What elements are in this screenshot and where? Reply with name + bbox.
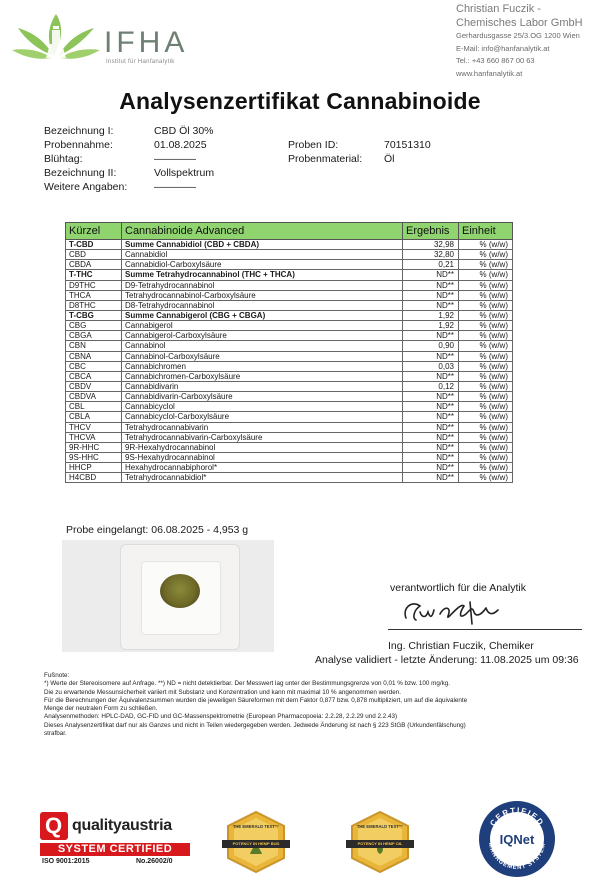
cell-name: Tetrahydrocannabivarin — [122, 422, 403, 432]
cell-einheit: % (w/w) — [459, 432, 513, 442]
quality-austria-logo — [40, 812, 190, 868]
sample-cup-inner — [141, 561, 221, 635]
table-row — [66, 240, 513, 250]
cell-einheit: % (w/w) — [459, 351, 513, 361]
signature-line — [388, 629, 582, 630]
cell-name: Summe Cannabigerol (CBG + CBGA) — [122, 310, 403, 320]
cell-ergebnis: ND** — [403, 331, 459, 341]
cell-kuerzel: THCVA — [66, 432, 122, 442]
cell-ergebnis: ND** — [403, 280, 459, 290]
bezeichnung-value: CBD Öl 30% — [154, 125, 214, 137]
table-row — [66, 270, 513, 280]
cell-einheit: % (w/w) — [459, 402, 513, 412]
badge-ribbon: POTENCY IN HEMP OIL — [346, 840, 414, 848]
footnote-line: *) Werte der Stereoisomere auf Anfrage. **) ND = nicht detektierbar. Der Messwert lag unter der Bestimmungsgrenze von 0,01 % bzw. 100 mg/kg. — [44, 680, 451, 688]
cell-ergebnis: 1,92 — [403, 321, 459, 331]
cell-name: Cannabicyclol — [122, 402, 403, 412]
cell-kuerzel: CBDVA — [66, 392, 122, 402]
cell-kuerzel: CBN — [66, 341, 122, 351]
table-row — [66, 463, 513, 473]
table-body — [66, 240, 513, 483]
footnote-line: strafbar. — [44, 730, 67, 738]
cell-name: Summe Cannabidiol (CBD + CBDA) — [122, 240, 403, 250]
cell-kuerzel: D8THC — [66, 300, 122, 310]
cell-kuerzel: CBGA — [66, 331, 122, 341]
cell-name: Tetrahydrocannabivarin-Carboxylsäure — [122, 432, 403, 442]
proben-id-label: Proben ID: — [288, 139, 339, 151]
cell-kuerzel: CBDA — [66, 260, 122, 270]
table-row — [66, 310, 513, 320]
cannabinoid-table — [65, 222, 513, 483]
cell-einheit: % (w/w) — [459, 280, 513, 290]
svg-text:CERTIFIED: CERTIFIED — [488, 805, 546, 828]
quality-austria-name: qualityaustria — [72, 817, 172, 834]
col-header-ergebnis: Ergebnis — [403, 223, 459, 240]
cell-kuerzel: H4CBD — [66, 473, 122, 483]
logo-wordmark: IFHA — [104, 26, 189, 59]
cell-kuerzel: T-CBD — [66, 240, 122, 250]
cell-einheit: % (w/w) — [459, 463, 513, 473]
page-title: Analysenzertifikat Cannabinoide — [119, 88, 481, 114]
cell-name: Cannabichromen-Carboxylsäure — [122, 371, 403, 381]
cell-name: D8-Tetrahydrocannabinol — [122, 300, 403, 310]
cell-kuerzel: 9R-HHC — [66, 442, 122, 452]
cell-kuerzel: THCA — [66, 290, 122, 300]
lab-contact — [456, 2, 600, 80]
weitere-value: ———— — [154, 181, 196, 193]
signature — [400, 596, 510, 633]
probenmaterial-value: Öl — [384, 153, 395, 165]
cell-ergebnis: ND** — [403, 402, 459, 412]
cell-einheit: % (w/w) — [459, 250, 513, 260]
cell-name: Tetrahydrocannabidiol* — [122, 473, 403, 483]
cell-ergebnis: ND** — [403, 270, 459, 280]
table-row — [66, 432, 513, 442]
table-row — [66, 392, 513, 402]
cell-ergebnis: ND** — [403, 452, 459, 462]
cell-einheit: % (w/w) — [459, 422, 513, 432]
cell-ergebnis: 0,21 — [403, 260, 459, 270]
probennahme-value: 01.08.2025 — [154, 139, 207, 151]
cell-kuerzel: CBNA — [66, 351, 122, 361]
validation-note: Analyse validiert - letzte Änderung: 11.08.2025 um 09:36 — [315, 654, 579, 666]
cell-ergebnis: 0,12 — [403, 381, 459, 391]
cell-kuerzel: CBDV — [66, 381, 122, 391]
responsible-label: verantwortlich für die Analytik — [390, 582, 526, 594]
cell-ergebnis: 0,03 — [403, 361, 459, 371]
cell-kuerzel: T-CBG — [66, 310, 122, 320]
badge-title: THE EMERALD TEST™ — [356, 824, 404, 829]
cell-ergebnis: ND** — [403, 371, 459, 381]
cell-ergebnis: ND** — [403, 432, 459, 442]
cell-name: Cannabinol — [122, 341, 403, 351]
cell-name: 9S-Hexahydrocannabinol — [122, 452, 403, 462]
lab-email[interactable]: E-Mail: info@hanfanalytik.at — [456, 43, 550, 53]
footnote-line: Analysenmethoden: HPLC-DAD, GC-FID und GC-Massenspektrometrie (European Pharmacopoeia: 2.2.28, 2.2.29 und 2.2.43) — [44, 713, 398, 721]
iqnet-seal-icon — [477, 799, 557, 879]
cell-ergebnis: 32,80 — [403, 250, 459, 260]
cell-name: 9R-Hexahydrocannabinol — [122, 442, 403, 452]
lab-phone: Tel.: +43 660 867 00 63 — [456, 56, 535, 65]
footnote-line: Dieses Analysenzertifikat darf nur als Ganzes und nicht in Teilen wiedergegeben werden. Jedwede Änderung ist nach § 223 StGB (Urkundenfälschung) — [44, 721, 466, 729]
cell-name: Cannabigerol — [122, 321, 403, 331]
cell-name: Cannabidiol — [122, 250, 403, 260]
cell-ergebnis: ND** — [403, 412, 459, 422]
sample-received: Probe eingelangt: 06.08.2025 - 4,953 g — [66, 524, 249, 536]
bezeichnung-label: Bezeichnung I: — [44, 125, 114, 137]
cell-einheit: % (w/w) — [459, 270, 513, 280]
bluehtag-label: Blühtag: — [44, 153, 83, 165]
sample-cup — [120, 544, 240, 650]
badge-title: THE EMERALD TEST™ — [232, 824, 280, 829]
table-row — [66, 371, 513, 381]
cell-kuerzel: THCV — [66, 422, 122, 432]
oil-sample — [160, 574, 200, 608]
cell-ergebnis: ND** — [403, 463, 459, 473]
lab-website[interactable]: www.hanfanalytik.at — [456, 68, 523, 78]
cell-kuerzel: D9THC — [66, 280, 122, 290]
table-row — [66, 422, 513, 432]
table-row — [66, 452, 513, 462]
lab-name-line-2: Chemisches Labor GmbH — [456, 17, 583, 29]
footnote-line: Für die Berechnungen der Äquivalenzsummen wurden die jeweiligen Säureformen mit dem Faktor 0,877 bzw. 0,878 multipliziert, um auf die äquivalente — [44, 696, 468, 704]
table-row — [66, 260, 513, 270]
cell-kuerzel: T-THC — [66, 270, 122, 280]
cell-kuerzel: HHCP — [66, 463, 122, 473]
bluehtag-value: ———— — [154, 153, 196, 165]
table-row — [66, 290, 513, 300]
cell-kuerzel: CBD — [66, 250, 122, 260]
svg-text:MANAGEMENT SYSTEM: MANAGEMENT SYSTEM — [486, 842, 548, 872]
table-row — [66, 321, 513, 331]
table-row — [66, 412, 513, 422]
footnote-line: Menge der neutralen Form zu schließen. — [44, 705, 158, 713]
quality-austria-q-icon: Q — [40, 812, 68, 840]
table-row — [66, 280, 513, 290]
cell-name: Cannabigerol-Carboxylsäure — [122, 331, 403, 341]
cell-einheit: % (w/w) — [459, 240, 513, 250]
cell-einheit: % (w/w) — [459, 300, 513, 310]
leaf-flask-icon — [8, 6, 104, 76]
cell-einheit: % (w/w) — [459, 381, 513, 391]
probennahme-label: Probennahme: — [44, 139, 113, 151]
cell-einheit: % (w/w) — [459, 473, 513, 483]
col-header-cannabinoide: Cannabinoide Advanced — [122, 223, 403, 240]
cell-ergebnis: ND** — [403, 290, 459, 300]
cell-einheit: % (w/w) — [459, 290, 513, 300]
cell-einheit: % (w/w) — [459, 442, 513, 452]
table-row — [66, 473, 513, 483]
cell-name: Tetrahydrocannabinol-Carboxylsäure — [122, 290, 403, 300]
cell-ergebnis: ND** — [403, 392, 459, 402]
cell-ergebnis: ND** — [403, 422, 459, 432]
table-header-row — [66, 223, 513, 240]
cell-einheit: % (w/w) — [459, 341, 513, 351]
proben-id-value: 70151310 — [384, 139, 431, 151]
cell-ergebnis: 1,92 — [403, 310, 459, 320]
table-row — [66, 402, 513, 412]
table-row — [66, 250, 513, 260]
cell-name: Cannabidiol-Carboxylsäure — [122, 260, 403, 270]
lab-name-line-1: Christian Fuczik - — [456, 3, 541, 15]
chemist-name: Ing. Christian Fuczik, Chemiker — [388, 640, 534, 652]
cell-ergebnis: 0,90 — [403, 341, 459, 351]
certificate-number: No.26002/0 — [136, 858, 173, 865]
cell-kuerzel: 9S-HHC — [66, 452, 122, 462]
cell-name: Summe Tetrahydrocannabinol (THC + THCA) — [122, 270, 403, 280]
table-row — [66, 442, 513, 452]
cell-einheit: % (w/w) — [459, 310, 513, 320]
cell-einheit: % (w/w) — [459, 452, 513, 462]
svg-text:IQNet: IQNet — [499, 832, 535, 847]
signature-scribble-icon — [400, 596, 510, 628]
cell-name: Cannabicyclol-Carboxylsäure — [122, 412, 403, 422]
probenmaterial-label: Probenmaterial: — [288, 153, 363, 165]
cell-ergebnis: ND** — [403, 442, 459, 452]
iso-standard: ISO 9001:2015 — [42, 858, 90, 865]
footnote-line: Fußnote: — [44, 672, 70, 679]
cell-kuerzel: CBLA — [66, 412, 122, 422]
cell-einheit: % (w/w) — [459, 331, 513, 341]
cell-kuerzel: CBL — [66, 402, 122, 412]
cell-name: Cannabinol-Carboxylsäure — [122, 351, 403, 361]
table-row — [66, 300, 513, 310]
cell-einheit: % (w/w) — [459, 321, 513, 331]
footnotes — [44, 672, 584, 738]
badge-ribbon: POTENCY IN HEMP BUD — [222, 840, 290, 848]
system-certified-band: SYSTEM CERTIFIED — [40, 843, 190, 856]
cell-ergebnis: 32,98 — [403, 240, 459, 250]
cell-kuerzel: CBC — [66, 361, 122, 371]
cell-einheit: % (w/w) — [459, 392, 513, 402]
cell-einheit: % (w/w) — [459, 260, 513, 270]
cell-name: Cannabichromen — [122, 361, 403, 371]
table-row — [66, 361, 513, 371]
cell-name: Cannabidivarin — [122, 381, 403, 391]
sample-photo — [62, 540, 274, 652]
table-row — [66, 341, 513, 351]
cell-ergebnis: ND** — [403, 473, 459, 483]
cell-kuerzel: CBG — [66, 321, 122, 331]
lab-address: Gerhardusgasse 25/3.OG 1200 Wien — [456, 31, 580, 40]
cell-name: D9-Tetrahydrocannabinol — [122, 280, 403, 290]
cell-einheit: % (w/w) — [459, 412, 513, 422]
logo-subtitle: Institut für Hanfanalytik — [106, 59, 175, 65]
cell-einheit: % (w/w) — [459, 361, 513, 371]
emerald-test-badge-oil — [346, 810, 414, 874]
cell-name: Hexahydrocannabiphorol* — [122, 463, 403, 473]
emerald-test-badge-bud — [222, 810, 290, 874]
col-header-kuerzel: Kürzel — [66, 223, 122, 240]
table-row — [66, 381, 513, 391]
cell-ergebnis: ND** — [403, 300, 459, 310]
weitere-label: Weitere Angaben: — [44, 181, 128, 193]
cell-kuerzel: CBCA — [66, 371, 122, 381]
bezeichnung2-label: Bezeichnung II: — [44, 167, 117, 179]
bezeichnung2-value: Vollspektrum — [154, 167, 215, 179]
cell-name: Cannabidivarin-Carboxylsäure — [122, 392, 403, 402]
ifha-logo — [8, 6, 208, 76]
table-row — [66, 331, 513, 341]
cell-ergebnis: ND** — [403, 351, 459, 361]
cell-einheit: % (w/w) — [459, 371, 513, 381]
iqnet-seal — [477, 799, 557, 879]
table-row — [66, 351, 513, 361]
col-header-einheit: Einheit — [459, 223, 513, 240]
footnote-line: Die zu erwartende Messunsicherheit variiert mit Substanz und Konzentration und kann mit maximal 10 % angenommen werden. — [44, 688, 402, 696]
